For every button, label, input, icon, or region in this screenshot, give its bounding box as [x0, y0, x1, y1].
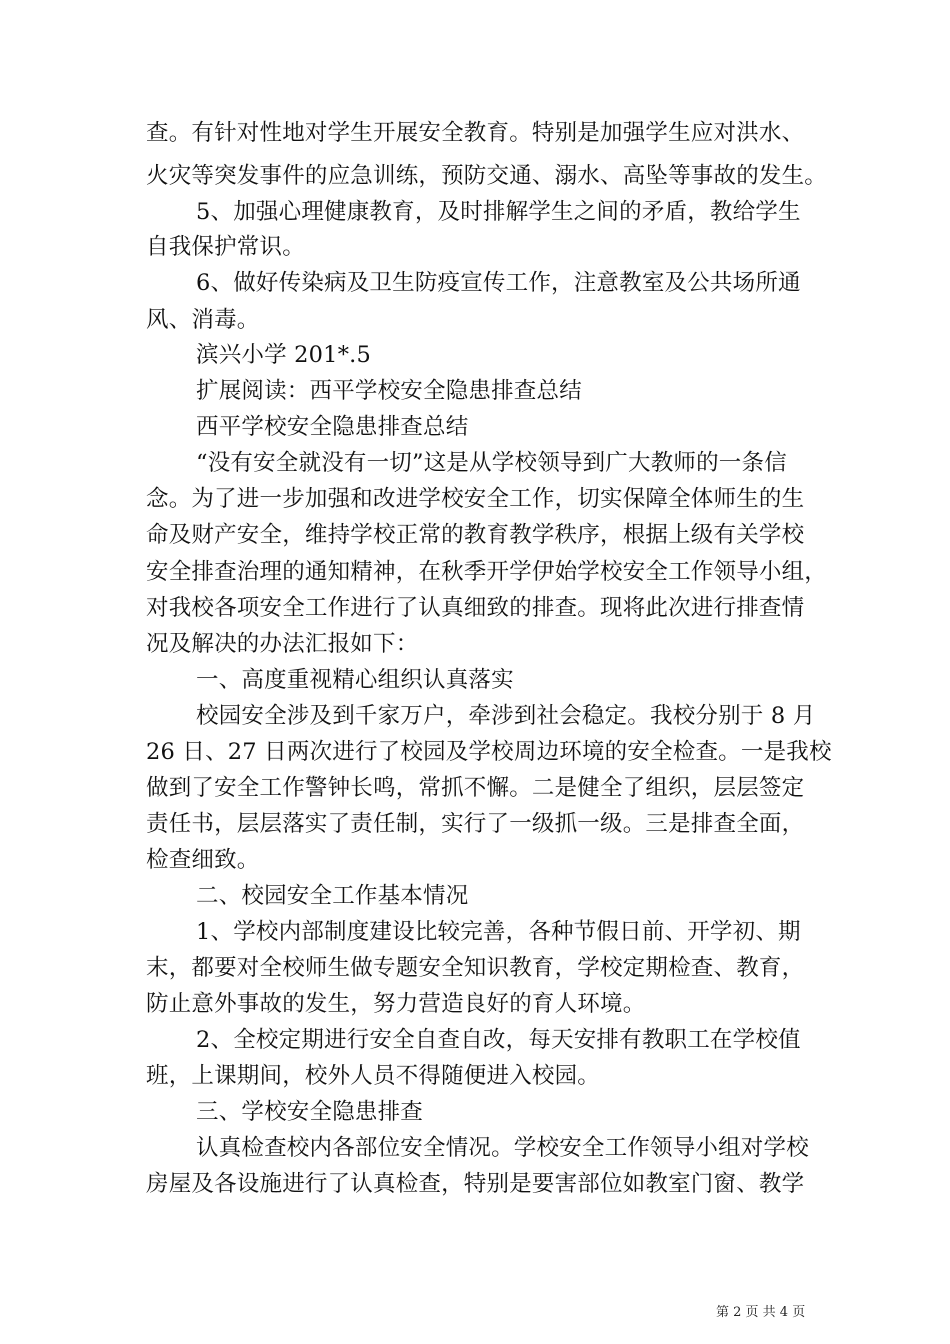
body-text-line: 念。为了进一步加强和改进学校安全工作，切实保障全体师生的生: [146, 486, 805, 512]
body-text-line: 26 日、27 日两次进行了校园及学校周边环境的安全检查。一是我校: [146, 739, 832, 765]
paragraph-line: 1、学校内部制度建设比较完善，各种节假日前、开学初、期: [196, 919, 801, 945]
paragraph-line: “没有安全就没有一切”这是从学校领导到广大教师的一条信: [196, 450, 787, 476]
body-text-line: 安全排查治理的通知精神，在秋季开学伊始学校安全工作领导小组，: [146, 559, 828, 585]
paragraph-line: 认真检查校内各部位安全情况。学校安全工作领导小组对学校: [196, 1135, 809, 1161]
body-text-line: 末，都要对全校师生做专题安全知识教育，学校定期检查、教育，: [146, 955, 805, 981]
body-text-line: 防止意外事故的发生，努力营造良好的育人环境。: [146, 991, 646, 1017]
body-text-line: 班，上课期间，校外人员不得随便进入校园。: [146, 1063, 601, 1089]
section-heading: 二、校园安全工作基本情况: [196, 883, 469, 909]
extended-reading-line: 扩展阅读：西平学校安全隐患排查总结: [196, 378, 582, 404]
body-text-line: 做到了安全工作警钟长鸣，常抓不懈。二是健全了组织，层层签定: [146, 775, 805, 801]
body-text-line: 自我保护常识。: [146, 234, 305, 260]
page-number-footer: 第 2 页 共 4 页: [716, 1305, 806, 1320]
paragraph-line: 校园安全涉及到千家万户，牵涉到社会稳定。我校分别于 8 月: [196, 703, 816, 729]
body-text-line: 命及财产安全，维持学校正常的教育教学秩序，根据上级有关学校: [146, 522, 805, 548]
body-text-line: 风、消毒。: [146, 307, 260, 333]
paragraph-line: 2、全校定期进行安全自查自改，每天安排有教职工在学校值: [196, 1027, 801, 1053]
body-text-line: 检查细致。: [146, 847, 260, 873]
body-text-line: 况及解决的办法汇报如下：: [146, 631, 419, 657]
body-text-line: 对我校各项安全工作进行了认真细致的排查。现将此次进行排查情: [146, 595, 805, 621]
paragraph-line: 6、做好传染病及卫生防疫宣传工作，注意教室及公共场所通: [196, 270, 801, 296]
body-text-line: 火灾等突发事件的应急训练，预防交通、溺水、高坠等事故的发生。: [146, 163, 828, 189]
body-text-line: 责任书，层层落实了责任制，实行了一级抓一级。三是排查全面，: [146, 811, 805, 837]
section-heading: 三、学校安全隐患排查: [196, 1099, 424, 1125]
paragraph-line: 5、加强心理健康教育，及时排解学生之间的矛盾，教给学生: [196, 199, 801, 225]
body-text-line: 查。有针对性地对学生开展安全教育。特别是加强学生应对洪水、: [146, 120, 805, 146]
signature-line: 滨兴小学 201*.5: [196, 342, 372, 368]
section-heading: 一、高度重视精心组织认真落实: [196, 667, 514, 693]
body-text-line: 房屋及各设施进行了认真检查，特别是要害部位如教室门窗、教学: [146, 1171, 805, 1197]
section-title: 西平学校安全隐患排查总结: [196, 414, 469, 440]
